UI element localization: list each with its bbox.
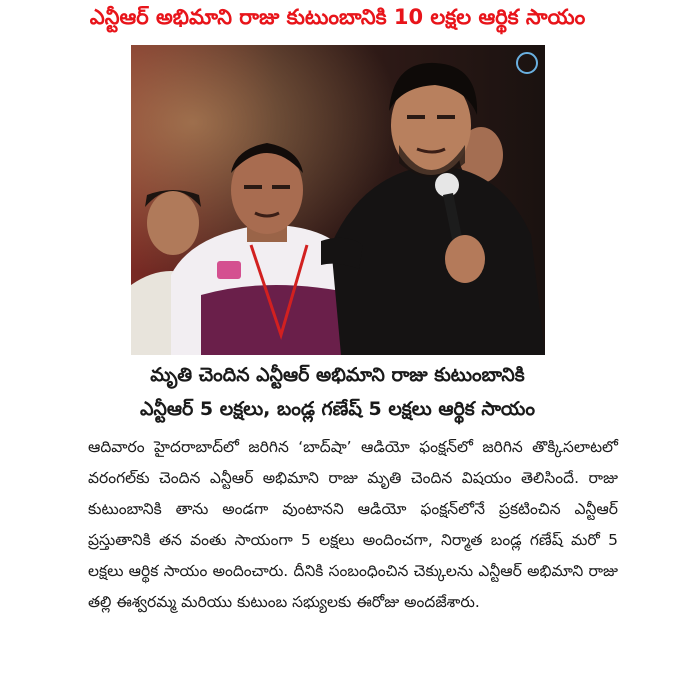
news-photo: [131, 45, 545, 355]
headline: ఎన్టీఆర్ అభిమాని రాజు కుటుంబానికి 10 లక్షల ఆర్థిక సాయం: [89, 5, 586, 29]
subheadline-line-2: ఎన్టీఆర్ 5 లక్షలు, బండ్ల గణేష్ 5 లక్షలు ఆర్థిక సాయం: [140, 398, 535, 420]
subheadline-line-1: మృతి చెందిన ఎన్టీఆర్ అభిమాని రాజు కుటుంబానికి: [150, 364, 525, 386]
article-body: ఆదివారం హైదరాబాద్‌లో జరిగిన ‘బాద్‌షా’ ఆడియో ఫంక్షన్‌లో జరిగిన తొక్కిసలాటలో వరంగల్‌కు చెందిన ఎన్టీఆర్ అభిమాని రాజు మృతి చెందిన విషయం తెలిసిందే. రాజు కుటుంబానికి తాను అండగా వుంటానని ఆడియో ఫంక్షన్‌లోనే ప్రకటించిన ఎన్టీఆర్ ప్రస్తుతానికి తన వంతు సాయంగా 5 లక్షలు అందించగా, నిర్మాత బండ్ల గణేష్ మరో 5 లక్షలు ఆర్థిక సాయం అందించారు. దీనికి సంబంధించిన చెక్కులను ఎన్టీఆర్ అభిమాని రాజు తల్లి ఈశ్వరమ్మ మరియు కుటుంబ సభ్యులకు ఈరోజు అందజేశారు.: [88, 438, 618, 611]
